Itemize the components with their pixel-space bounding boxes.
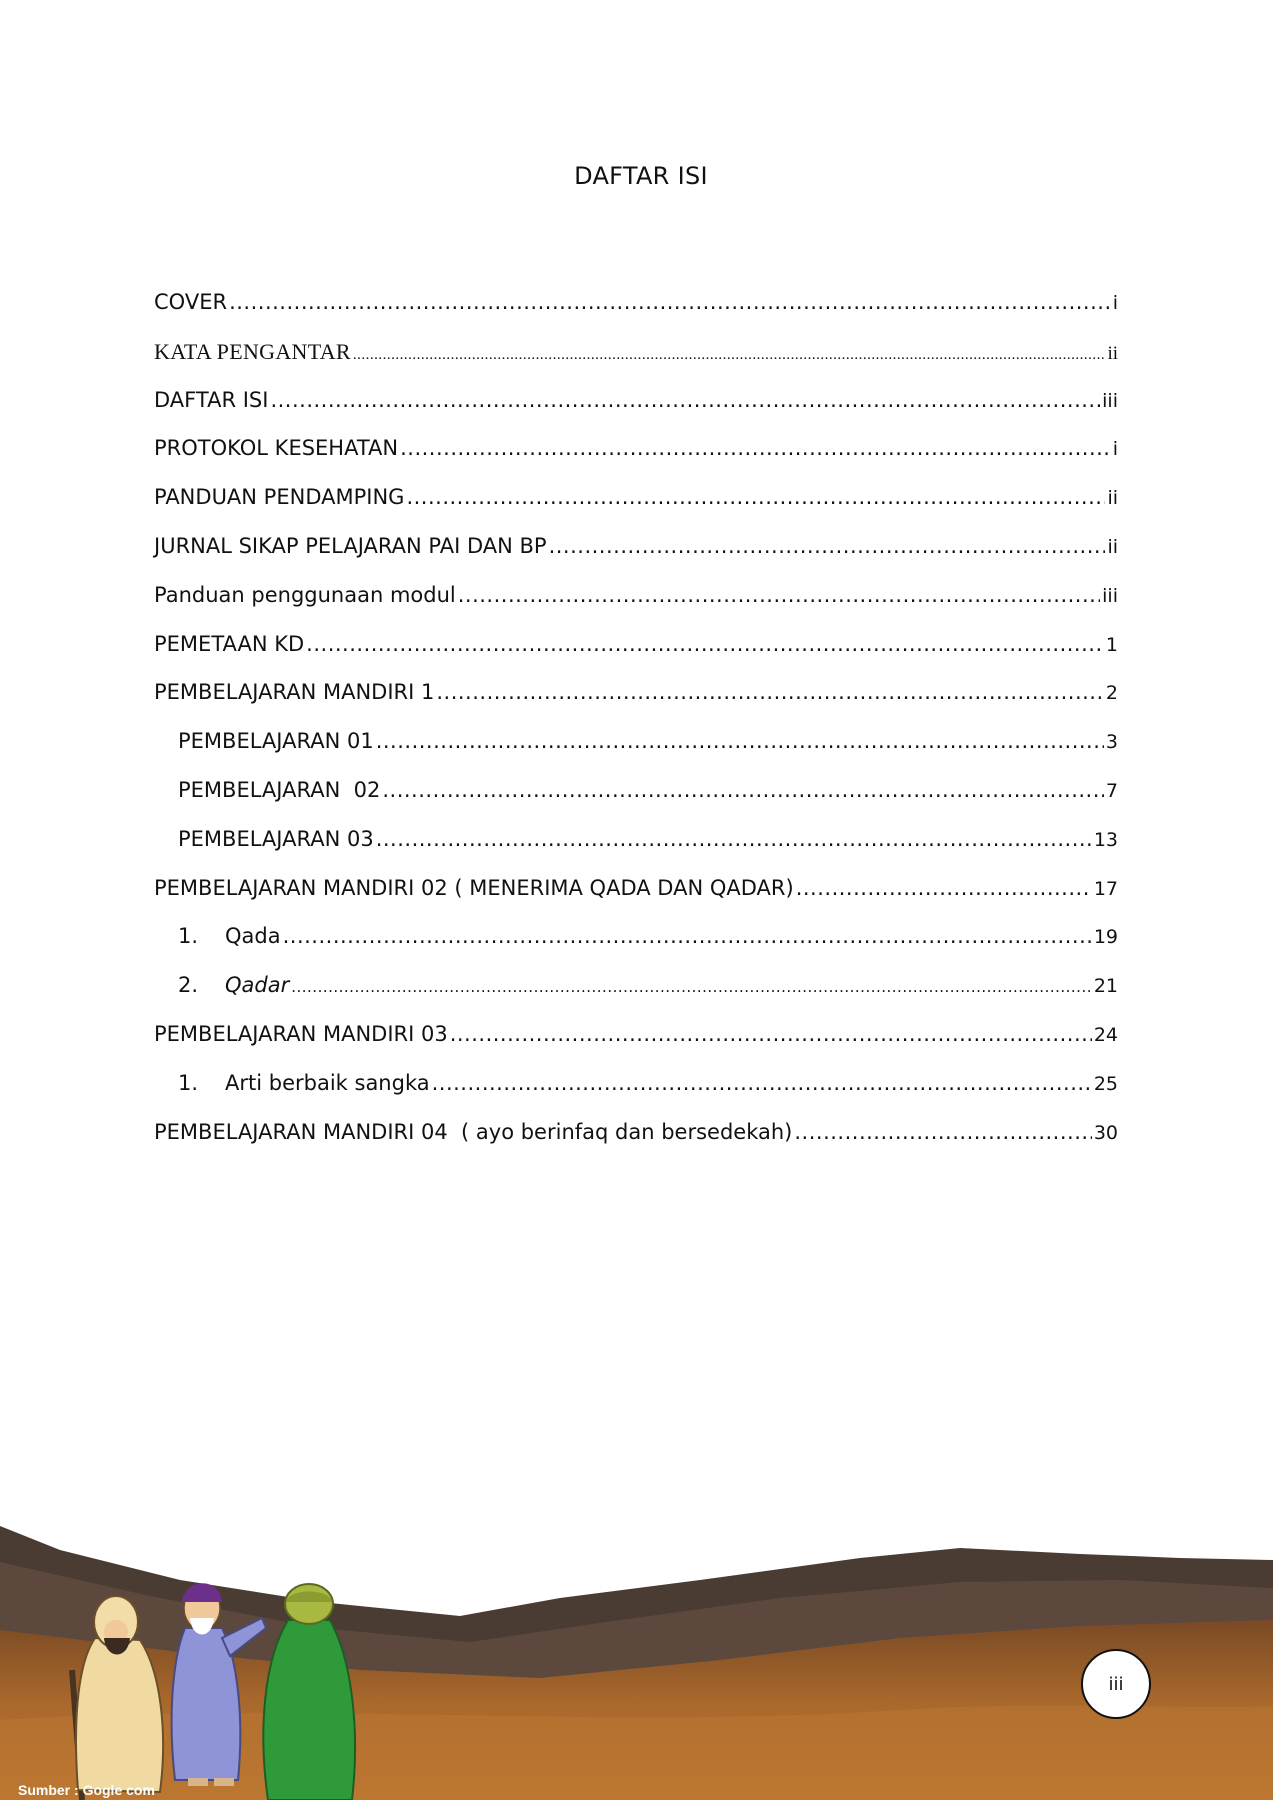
toc-row-pembelajaran-mandiri-1[interactable] xyxy=(154,680,1118,729)
toc-leader xyxy=(376,729,1104,753)
toc-row-pembelajaran-mandiri-03[interactable] xyxy=(154,1022,1118,1071)
toc-item-number: 1. xyxy=(178,924,199,949)
toc-leader xyxy=(400,436,1111,460)
toc-page-number: 2 xyxy=(1105,682,1118,705)
toc-leader xyxy=(229,290,1111,314)
toc-label: PEMBELAJARAN 03 xyxy=(178,826,374,851)
toc-row-panduan-penggunaan-modul[interactable] xyxy=(154,583,1118,632)
toc-row-pembelajaran-mandiri-04[interactable] xyxy=(154,1120,1118,1169)
toc-row-pembelajaran-03[interactable] xyxy=(154,827,1118,876)
toc-page-number: 17 xyxy=(1093,877,1118,900)
toc-row-pembelajaran-mandiri-02[interactable] xyxy=(154,876,1118,925)
toc-leader xyxy=(450,1022,1092,1046)
toc-leader xyxy=(353,347,1106,364)
toc-leader xyxy=(382,778,1104,802)
toc-leader xyxy=(432,1071,1092,1095)
toc-leader xyxy=(283,924,1092,948)
toc-label: PEMBELAJARAN MANDIRI 03 xyxy=(154,1021,448,1046)
toc-page-number: i xyxy=(1112,438,1118,461)
toc-page-number: iii xyxy=(1102,389,1118,412)
toc-page-number: ii xyxy=(1107,487,1118,510)
toc-leader xyxy=(270,388,1100,412)
toc-item-number: 2. xyxy=(178,973,199,998)
toc-label: DAFTAR ISI xyxy=(154,387,269,412)
page-title: DAFTAR ISI xyxy=(574,162,708,190)
toc-page-number: ii xyxy=(1107,342,1118,364)
table-of-contents xyxy=(154,290,1118,1168)
toc-row-pemetaan-kd[interactable] xyxy=(154,632,1118,681)
toc-leader xyxy=(794,1120,1091,1144)
toc-page-number: 24 xyxy=(1093,1023,1118,1046)
toc-label: COVER xyxy=(154,290,228,314)
toc-leader xyxy=(291,978,1092,996)
page-number-badge xyxy=(1081,1649,1151,1719)
toc-leader xyxy=(458,583,1100,607)
toc-page-number: iii xyxy=(1102,584,1118,607)
toc-label: PEMETAAN KD xyxy=(154,631,305,656)
toc-row-jurnal-sikap[interactable] xyxy=(154,534,1118,583)
toc-page-number: 7 xyxy=(1105,779,1118,802)
toc-page-number: 13 xyxy=(1093,828,1118,851)
toc-label: PEMBELAJARAN 02 xyxy=(178,777,381,802)
image-source-credit: Sumber : Gogle com xyxy=(18,1782,155,1798)
toc-row-cover[interactable] xyxy=(154,290,1118,339)
toc-row-qadar[interactable] xyxy=(154,973,1118,1022)
toc-label: Qada xyxy=(225,924,281,949)
toc-page-number: 3 xyxy=(1105,731,1118,754)
toc-label: PEMBELAJARAN MANDIRI 1 xyxy=(154,680,435,705)
toc-row-panduan-pendamping[interactable] xyxy=(154,485,1118,534)
toc-leader xyxy=(406,485,1105,509)
toc-page-number: 19 xyxy=(1093,926,1118,949)
toc-page-number: 21 xyxy=(1093,975,1118,998)
toc-leader xyxy=(376,827,1092,851)
toc-page-number: 1 xyxy=(1105,633,1118,656)
toc-row-pembelajaran-01[interactable] xyxy=(154,729,1118,778)
toc-label: PROTOKOL KESEHATAN xyxy=(154,436,399,461)
toc-label: PANDUAN PENDAMPING xyxy=(154,485,405,510)
toc-label: Qadar xyxy=(225,973,290,998)
toc-page-number: i xyxy=(1112,292,1118,314)
toc-page-number: 25 xyxy=(1093,1072,1118,1095)
toc-row-arti-berbaik-sangka[interactable] xyxy=(154,1071,1118,1120)
toc-leader xyxy=(436,680,1104,704)
toc-row-qada[interactable] xyxy=(154,924,1118,973)
toc-label: PEMBELAJARAN 01 xyxy=(178,729,374,754)
toc-label: KATA PENGANTAR xyxy=(154,338,351,364)
toc-label: PEMBELAJARAN MANDIRI 02 ( MENERIMA QADA DAN QADAR) xyxy=(154,875,794,900)
toc-leader xyxy=(796,876,1092,900)
toc-label: Arti berbaik sangka xyxy=(225,1070,430,1095)
page-number: iii xyxy=(1108,1673,1124,1695)
toc-page-number: ii xyxy=(1107,535,1118,558)
toc-leader xyxy=(549,534,1106,558)
toc-row-kata-pengantar[interactable] xyxy=(154,339,1118,388)
toc-row-protokol-kesehatan[interactable] xyxy=(154,436,1118,485)
toc-row-daftar-isi[interactable] xyxy=(154,388,1118,437)
toc-leader xyxy=(306,632,1104,656)
toc-label: JURNAL SIKAP PELAJARAN PAI DAN BP xyxy=(154,533,547,558)
toc-row-pembelajaran-02[interactable] xyxy=(154,778,1118,827)
toc-page-number: 30 xyxy=(1093,1121,1118,1144)
toc-item-number: 1. xyxy=(178,1070,199,1095)
toc-label: Panduan penggunaan modul xyxy=(154,582,456,607)
desert-landscape-illustration xyxy=(0,1510,1273,1800)
toc-label: PEMBELAJARAN MANDIRI 04 ( ayo berinfaq dan bersedekah) xyxy=(154,1119,793,1144)
